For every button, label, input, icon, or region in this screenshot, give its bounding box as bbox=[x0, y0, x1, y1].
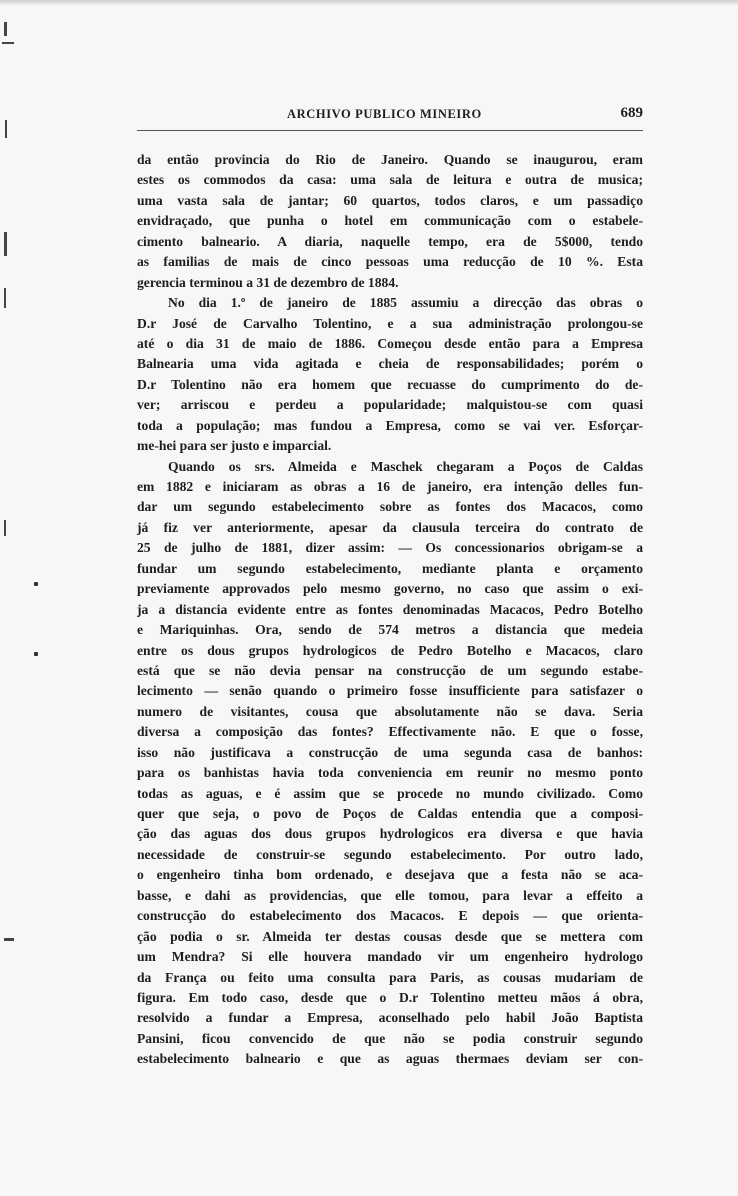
text-line: gerencia terminou a 31 de dezembro de 1884. bbox=[137, 274, 399, 290]
text-line: cimento balneario. A diaria, naquelle tempo, era de 5$000, tendo bbox=[137, 233, 643, 249]
text-line: previamente approvados pelo mesmo governo, no caso que assim o exi- bbox=[137, 581, 643, 597]
running-header-title: ARCHIVO PUBLICO MINEIRO bbox=[287, 107, 482, 121]
text-line: as familias de mais de cinco pessoas uma reducção de 10 %. Esta bbox=[137, 254, 643, 270]
text-line: está que se não devia pensar na construcção de um segundo estabe- bbox=[137, 662, 643, 678]
text-line: e Mariquinhas. Ora, sendo de 574 metros a distancia que medeia bbox=[137, 622, 643, 638]
scan-top-edge bbox=[0, 0, 738, 6]
text-line: uma vasta sala de jantar; 60 quartos, todos claros, e um passadiço bbox=[137, 192, 643, 208]
scan-margin-mark bbox=[4, 22, 7, 36]
text-line: me-hei para ser justo e imparcial. bbox=[137, 438, 332, 454]
page-number: 689 bbox=[620, 105, 643, 121]
text-line: fundar um segundo estabelecimento, mediante planta e orçamento bbox=[137, 560, 643, 576]
text-line: ver; arriscou e perdeu a popularidade; malquistou-se com quasi bbox=[137, 397, 643, 413]
text-line: toda a população; mas fundou a Empresa, como se vai ver. Esforçar- bbox=[137, 417, 643, 433]
text-line: resolvido a fundar a Empresa, aconselhado pelo habil João Baptista bbox=[137, 1010, 643, 1026]
text-line: já fiz ver anteriormente, apesar da clausula terceira do contrato de bbox=[137, 519, 643, 535]
running-header bbox=[137, 105, 643, 125]
text-line: diversa a composição das fontes? Effectivamente não. E que o fosse, bbox=[137, 724, 643, 740]
text-line: o engenheiro tinha bom ordenado, e desejava que a festa não se aca- bbox=[137, 867, 643, 883]
text-line: No dia 1.º de janeiro de 1885 assumiu a direcção das obras o bbox=[168, 295, 643, 311]
text-line: numero de visitantes, cousa que absolutamente não se dava. Seria bbox=[137, 703, 643, 719]
scan-margin-mark bbox=[2, 42, 14, 44]
text-line: D.r Tolentino não era homem que recuasse do cumprimento do de- bbox=[137, 376, 643, 392]
scan-margin-mark bbox=[4, 520, 6, 536]
text-line: figura. Em todo caso, desde que o D.r Tolentino metteu mãos á obra, bbox=[137, 989, 643, 1005]
text-line: construcção do estabelecimento dos Macacos. E depois — que orienta- bbox=[137, 908, 643, 924]
text-line: para os banhistas havia toda conveniencia em reunir no mesmo ponto bbox=[137, 765, 643, 781]
scan-speck bbox=[34, 582, 38, 586]
text-line: entre os dous grupos hydrologicos de Pedro Botelho e Macacos, claro bbox=[137, 642, 643, 658]
scan-margin-mark bbox=[4, 232, 7, 256]
scan-margin-mark bbox=[5, 120, 7, 138]
text-line: Balnearia uma vida agitada e cheia de responsabilidades; porém o bbox=[137, 356, 643, 372]
text-line: estes os commodos da casa: uma sala de leitura e outra de musica; bbox=[137, 172, 643, 188]
scan-margin-mark bbox=[4, 938, 14, 941]
text-line: um Mendra? Si elle houvera mandado vir um engenheiro hydrologo bbox=[137, 949, 643, 965]
text-line: envidraçado, que punha o hotel em communicação com o estabele- bbox=[137, 213, 643, 229]
body-text bbox=[137, 150, 643, 1070]
text-line: ja a distancia evidente entre as fontes denominadas Macacos, Pedro Botelho bbox=[137, 601, 643, 617]
text-line: lecimento — senão quando o primeiro fosse insufficiente para satisfazer o bbox=[137, 683, 643, 699]
text-line: todas as aguas, e é assim que se procede no mundo civilizado. Como bbox=[137, 785, 643, 801]
text-line: da França ou feito uma consulta para Paris, as cousas mudariam de bbox=[137, 969, 643, 985]
text-line: estabelecimento balneario e que as aguas thermaes deviam ser con- bbox=[137, 1051, 643, 1067]
header-rule bbox=[137, 130, 643, 131]
scan-speck bbox=[34, 652, 38, 656]
text-line: 25 de julho de 1881, dizer assim: — Os concessionarios obrigam-se a bbox=[137, 540, 643, 556]
text-line: D.r José de Carvalho Tolentino, e a sua administração prolongou-se bbox=[137, 315, 643, 331]
text-line: em 1882 e iniciaram as obras a 16 de janeiro, era intenção delles fun- bbox=[137, 479, 643, 494]
scan-margin-mark bbox=[4, 288, 6, 308]
text-line: da então provincia do Rio de Janeiro. Quando se inaugurou, eram bbox=[137, 152, 643, 167]
text-line: ção podia o sr. Almeida ter destas cousas desde que se mettera com bbox=[137, 928, 643, 944]
text-line: Pansini, ficou convencido de que não se podia construir segundo bbox=[137, 1030, 643, 1046]
text-line: Quando os srs. Almeida e Maschek chegaram a Poços de Caldas bbox=[168, 458, 643, 474]
text-line: dar um segundo estabelecimento sobre as fontes dos Macacos, como bbox=[137, 499, 643, 515]
text-line: até o dia 31 de maio de 1886. Começou desde então para a Empresa bbox=[137, 335, 643, 351]
text-line: ção das aguas dos dous grupos hydrologicos era diversa e que havia bbox=[137, 826, 643, 842]
text-line: quer que seja, o povo de Poços de Caldas entendia que a composi- bbox=[137, 806, 643, 821]
text-line: basse, e dahi as providencias, que elle tomou, para levar a effeito a bbox=[137, 887, 643, 903]
text-line: necessidade de construir-se segundo estabelecimento. Por outro lado, bbox=[137, 846, 643, 862]
text-line: isso não justificava a construcção de uma segunda casa de banhos: bbox=[137, 744, 643, 760]
